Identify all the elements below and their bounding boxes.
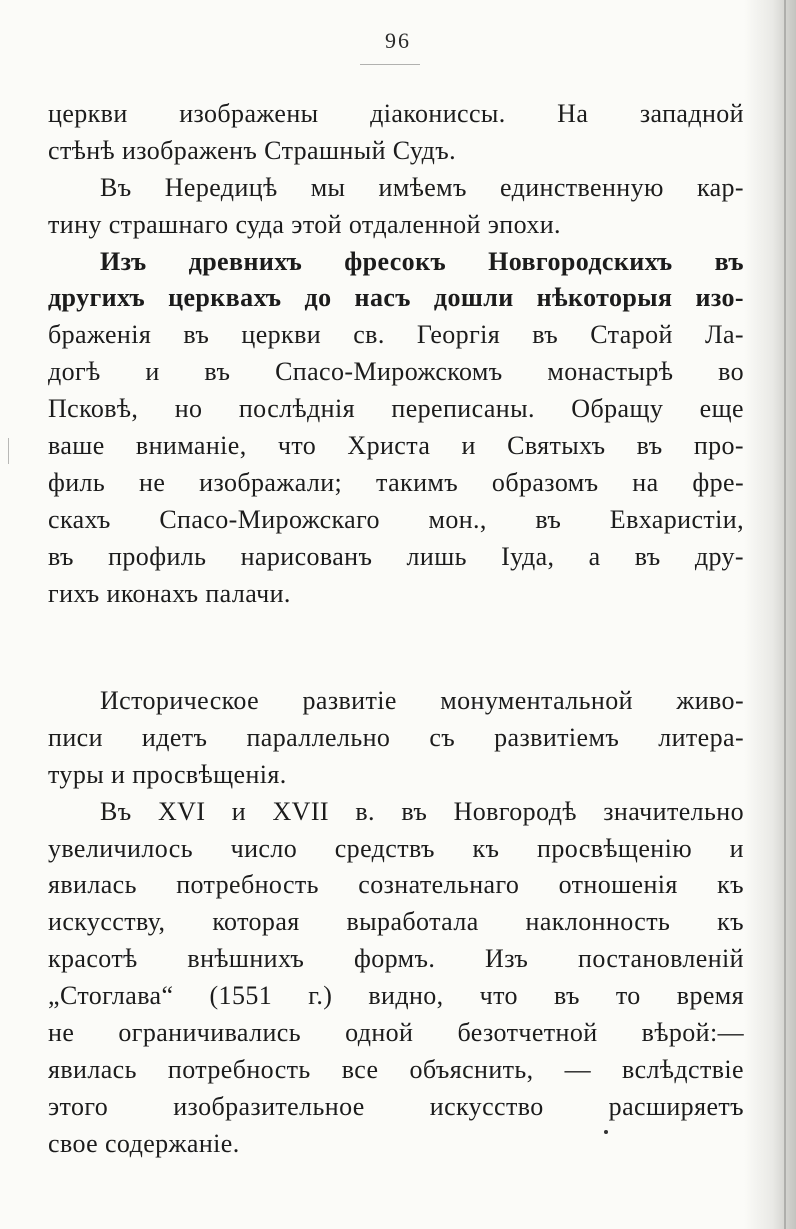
paragraph-block-2 <box>48 683 744 1163</box>
text-line: искусству, которая выработала наклонность къ <box>48 907 744 937</box>
text-line: писи идетъ параллельно съ развитіемъ литера- <box>48 722 744 752</box>
text-line: явилась потребность все объяснить, — вслѣдствіе <box>48 1054 744 1084</box>
paragraph-block-1 <box>48 96 744 612</box>
text-line: браженія въ церкви св. Георгія въ Старой Ла- <box>48 320 744 350</box>
text-line: церкви изображены діакониссы. На западной <box>48 99 744 128</box>
text-line: Историческое развитіе монументальной живо- <box>100 686 744 715</box>
text-line: туры и просвѣщенія. <box>48 759 287 789</box>
text-line: увеличилось число средствъ къ просвѣщенію и <box>48 833 744 863</box>
page-edge-line <box>784 0 786 1229</box>
text-line: не ограничивались одной безотчетной вѣрой:— <box>48 1018 744 1048</box>
margin-mark <box>8 438 19 464</box>
text-line: свое содержаніе. <box>48 1128 240 1158</box>
page-number: 96 <box>385 28 411 53</box>
text-line: Изъ древнихъ фресокъ Новгородскихъ въ <box>100 246 744 276</box>
text-line: этого изобразительное искусство расширяетъ <box>48 1091 744 1121</box>
text-line: тину страшнаго суда этой отдаленной эпохи. <box>48 209 561 239</box>
text-line: другихъ церквахъ до насъ дошли нѣкоторыя изо- <box>48 283 744 313</box>
text-line: стѣнѣ изображенъ Страшный Судъ. <box>48 135 457 165</box>
text-line: красотѣ внѣшнихъ формъ. Изъ постановленій <box>48 944 744 974</box>
text-line: филь не изображали; такимъ образомъ на фре- <box>48 467 744 497</box>
text-line: Въ Нередицѣ мы имѣемъ единственную кар- <box>100 172 744 202</box>
text-line: явилась потребность сознательнаго отношенія къ <box>48 870 744 900</box>
header-rule <box>360 64 420 65</box>
text-line: ваше вниманіе, что Христа и Святыхъ въ про- <box>48 431 744 461</box>
text-line: Псковѣ, но послѣднія переписаны. Обращу еще <box>48 394 744 424</box>
text-line: „Стоглава“ (1551 г.) видно, что въ то время <box>48 981 744 1011</box>
text-line: Въ XVI и XVII в. въ Новгородѣ значительно <box>100 796 744 826</box>
text-line: въ профиль нарисованъ лишь Іуда, а въ дру- <box>48 541 744 571</box>
text-line: скахъ Спасо-Мирожскаго мон., въ Евхаристіи, <box>48 504 744 534</box>
ink-speck <box>604 1130 608 1134</box>
page-edge-shadow <box>744 0 796 1229</box>
text-line: гихъ иконахъ палачи. <box>48 578 291 608</box>
text-line: догѣ и въ Спасо-Мирожскомъ монастырѣ во <box>48 357 744 387</box>
